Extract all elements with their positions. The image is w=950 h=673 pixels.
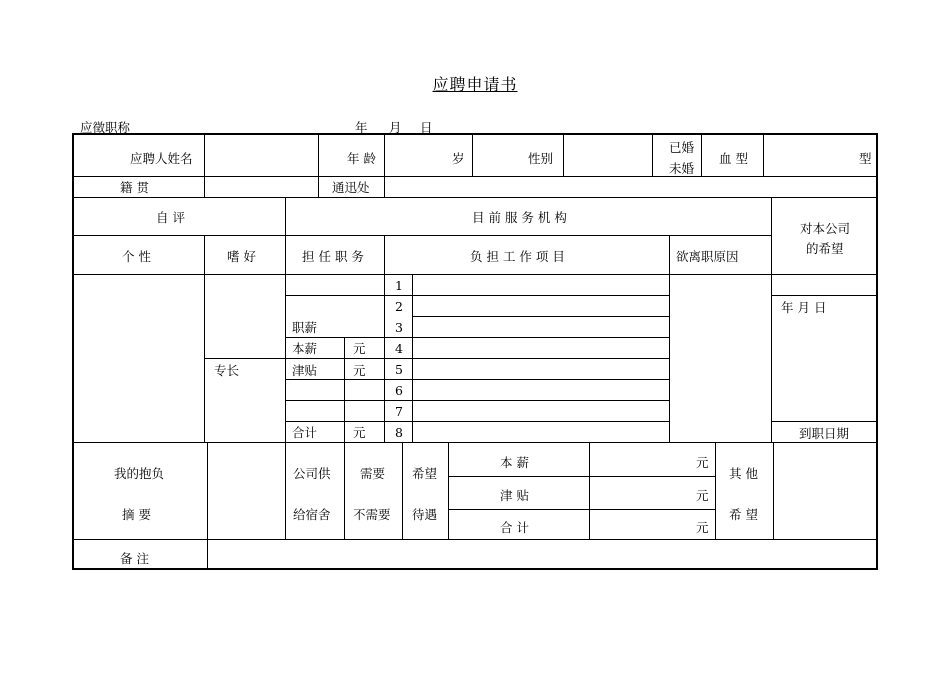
expected-total-label: 合 计	[500, 520, 529, 535]
grid-line	[589, 442, 590, 539]
total-label: 合计	[292, 425, 318, 440]
unmarried-option: 未婚	[669, 161, 695, 176]
application-form-table	[72, 133, 878, 570]
grid-line	[563, 135, 564, 176]
grid-line	[204, 135, 205, 197]
blood-type-unit: 型	[859, 151, 872, 166]
grid-line	[74, 274, 876, 275]
date-day-label: 日	[420, 120, 433, 135]
date-month-label: 月	[389, 120, 402, 135]
grid-line	[74, 235, 771, 236]
grid-line	[285, 421, 669, 422]
grid-line	[285, 442, 286, 539]
need-option: 需要	[360, 466, 386, 481]
treatment-label: 待遇	[412, 507, 438, 522]
position-held-header: 担 任 职 务	[302, 249, 364, 264]
grid-line	[384, 235, 385, 442]
grid-line	[771, 421, 876, 422]
allowance-label: 津贴	[292, 363, 318, 378]
grid-line	[318, 135, 319, 197]
date-year-label: 年	[355, 120, 368, 135]
self-evaluation-header: 自 评	[156, 210, 185, 225]
married-option: 已婚	[669, 140, 695, 155]
grid-line	[74, 197, 876, 198]
salary-label: 职薪	[292, 320, 318, 335]
grid-line	[384, 135, 385, 176]
grid-line	[402, 442, 403, 539]
form-title: 应聘申请书	[432, 75, 518, 94]
grid-line	[472, 135, 473, 176]
current-employer-header: 目 前 服 务 机 构	[472, 210, 567, 225]
hope-label: 希望	[412, 466, 438, 481]
row-number: 8	[395, 425, 403, 440]
name-label: 应聘人姓名	[130, 151, 193, 166]
row-number: 7	[395, 404, 403, 419]
grid-line	[412, 316, 669, 317]
company-hope-header-line2: 的希望	[806, 241, 844, 256]
age-unit: 岁	[452, 151, 465, 166]
personality-header: 个 性	[122, 249, 151, 264]
row-number: 3	[395, 320, 403, 335]
grid-line	[285, 379, 669, 380]
grid-line	[652, 135, 653, 176]
expected-base-pay-unit: 元	[696, 455, 709, 470]
position-label: 应徵职称	[80, 120, 131, 135]
address-label: 通迅处	[332, 180, 370, 195]
row-number: 4	[395, 341, 403, 356]
base-salary-label: 本薪	[292, 341, 318, 356]
base-salary-unit: 元	[353, 341, 366, 356]
grid-line	[715, 442, 716, 539]
summary-label: 摘 要	[122, 507, 151, 522]
grid-line	[285, 400, 669, 401]
other-hope-label-line1: 其 他	[729, 466, 758, 481]
gender-label: 性别	[528, 151, 554, 166]
grid-line	[204, 358, 669, 359]
grid-line	[448, 509, 715, 510]
grid-line	[74, 442, 876, 443]
other-hope-label-line2: 希 望	[729, 507, 758, 522]
leave-reason-header: 欲离职原因	[676, 249, 739, 264]
row-number: 1	[395, 278, 403, 293]
grid-line	[204, 235, 205, 442]
allowance-unit: 元	[353, 363, 366, 378]
specialty-label: 专长	[214, 363, 240, 378]
grid-line	[285, 337, 669, 338]
blood-type-label: 血 型	[719, 151, 748, 166]
grid-line	[285, 295, 669, 296]
grid-line	[74, 539, 876, 540]
expected-allowance-unit: 元	[696, 488, 709, 503]
dorm-label-line1: 公司供	[293, 466, 331, 481]
grid-line	[448, 476, 715, 477]
grid-line	[285, 197, 286, 442]
expected-allowance-label: 津 贴	[500, 488, 529, 503]
row-number: 6	[395, 383, 403, 398]
no-need-option: 不需要	[353, 507, 391, 522]
grid-line	[773, 442, 774, 539]
work-items-header: 负 担 工 作 项 目	[470, 249, 565, 264]
native-place-label: 籍 贯	[120, 180, 149, 195]
grid-line	[74, 176, 876, 177]
grid-line	[763, 135, 764, 176]
hobby-header: 嗜 好	[227, 249, 256, 264]
grid-line	[344, 442, 345, 539]
expected-total-unit: 元	[696, 520, 709, 535]
dorm-label-line2: 给宿舍	[293, 507, 331, 522]
grid-line	[771, 197, 772, 442]
grid-line	[669, 235, 670, 442]
grid-line	[701, 135, 702, 176]
grid-line	[771, 295, 876, 296]
expected-base-pay-label: 本 薪	[500, 455, 529, 470]
grid-line	[412, 274, 413, 442]
company-hope-header-line1: 对本公司	[800, 221, 851, 236]
row-number: 5	[395, 362, 403, 377]
start-date-label: 到职日期	[799, 426, 850, 441]
remarks-label: 备 注	[120, 551, 149, 566]
grid-line	[448, 442, 449, 539]
age-label: 年 龄	[347, 151, 376, 166]
grid-line	[207, 442, 208, 570]
grid-line	[344, 337, 345, 442]
year-month-day-label: 年 月 日	[781, 300, 827, 315]
row-number: 2	[395, 299, 403, 314]
total-unit: 元	[353, 425, 366, 440]
grid-line	[384, 176, 385, 197]
ambition-label: 我的抱负	[114, 466, 165, 481]
